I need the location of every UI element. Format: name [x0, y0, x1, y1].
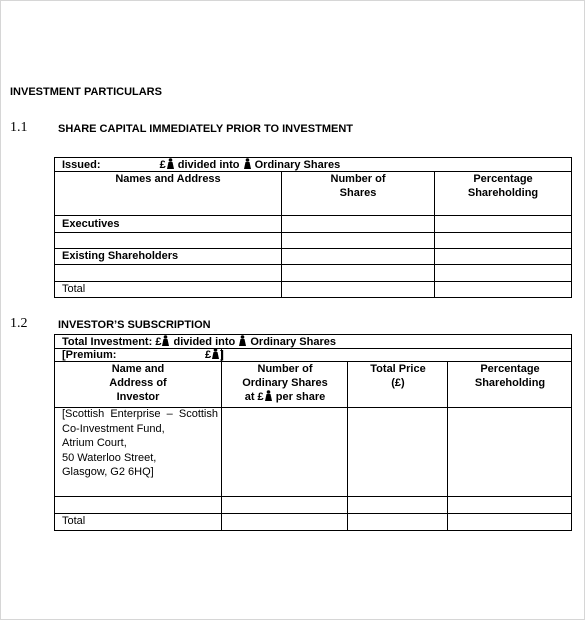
investor-address: [Scottish Enterprise – Scottish Co-Investment Fund, Atrium Court, 50 Waterloo Street, Glasgow, G2 6HQ]: [62, 408, 218, 479]
person-icon: [166, 158, 175, 169]
section-2-title: INVESTOR’S SUBSCRIPTION: [58, 319, 211, 331]
issued-row: Issued: £ divided into Ordinary Shares: [62, 159, 341, 171]
executives-label: Executives: [62, 218, 120, 230]
section-2-number: 1.2: [10, 316, 28, 331]
person-icon: [161, 335, 170, 346]
col-names-header: Names and Address: [115, 173, 221, 185]
section-1-title: SHARE CAPITAL IMMEDIATELY PRIOR TO INVESTMENT: [58, 123, 353, 135]
total-label: Total: [62, 283, 86, 295]
person-icon: [211, 348, 220, 359]
premium-row: [Premium: £ ]: [62, 349, 224, 361]
section-1-number: 1.1: [10, 120, 28, 135]
total-label: Total: [62, 515, 86, 527]
col-percentage-header: Percentage Shareholding: [467, 173, 539, 199]
col-percentage-header: Percentage Shareholding: [474, 363, 546, 389]
person-icon: [243, 158, 252, 169]
col-total-price-header: Total Price (£): [370, 363, 426, 389]
person-icon: [264, 390, 273, 401]
person-icon: [238, 335, 247, 346]
col-ordinary-shares-header: Number of Ordinary Shares at £ per share: [242, 363, 328, 403]
total-investment-row: Total Investment: £ divided into Ordinary Shares: [62, 336, 336, 348]
document-heading: INVESTMENT PARTICULARS: [10, 86, 162, 98]
existing-shareholders-label: Existing Shareholders: [62, 250, 179, 262]
col-investor-header: Name and Address of Investor: [109, 363, 167, 403]
col-shares-header: Number of Shares: [330, 173, 386, 199]
